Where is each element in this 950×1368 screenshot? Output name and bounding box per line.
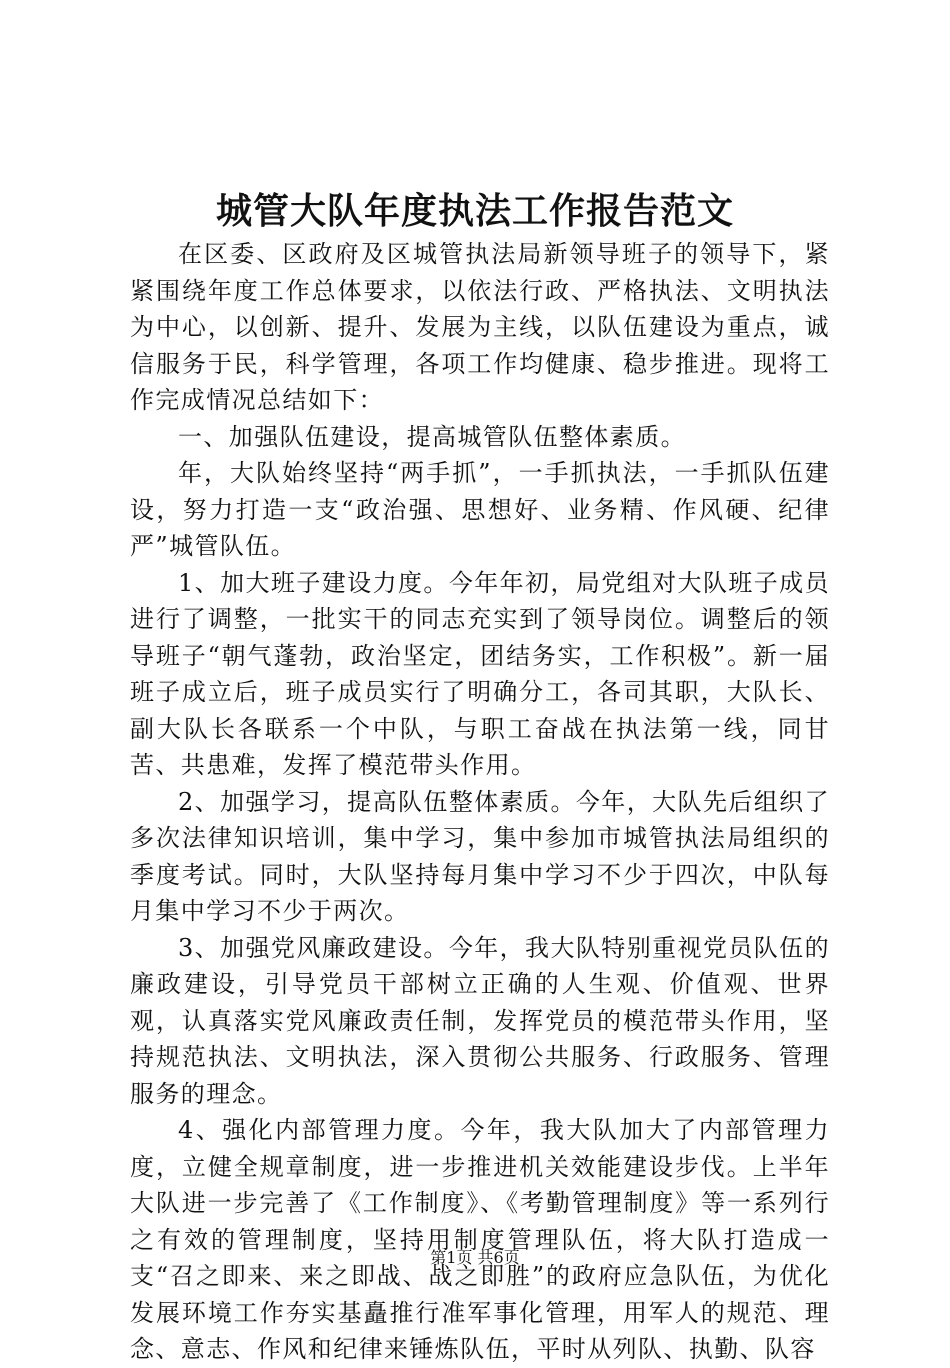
paragraph-intro: 在区委、区政府及区城管执法局新领导班子的领导下，紧紧围绕年度工作总体要求，以依法行政、严格执法、文明执法为中心，以创新、提升、发展为主线，以队伍建设为重点，诚信服务于民，科学管理，各项工作均健康、稳步推进。现将工作完成情况总结如下： (130, 240, 830, 414)
page-footer: 第1页 共6页 (430, 1248, 520, 1267)
paragraph-item-4: 4、强化内部管理力度。今年，我大队加大了内部管理力度，立健全规章制度，进一步推进机关效能建设步伐。上半年大队进一步完善了《工作制度》、《考勤管理制度》等一系列行之有效的管理制度，坚持用制度管理队伍，将大队打造成一支“召之即来、来之即战、战之即胜”的政府应急队伍，为优化发展环境工作夯实基矗推行准军事化管理，用军人的规范、理念、意志、作风和纪律来锤炼队伍，平时从列队、执勤、队容 (130, 1116, 830, 1363)
paragraph-item-2: 2、加强学习，提高队伍整体素质。今年，大队先后组织了多次法律知识培训，集中学习，集中参加市城管执法局组织的季度考试。同时，大队坚持每月集中学习不少于四次，中队每月集中学习不少于两次。 (130, 787, 830, 925)
paragraph-two-hands: 年，大队始终坚持“两手抓”，一手抓执法，一手抓队伍建设，努力打造一支“政治强、思想好、业务精、作风硬、纪律严”城管队伍。 (130, 459, 830, 560)
paragraph-item-3: 3、加强党风廉政建设。今年，我大队特别重视党员队伍的廉政建设，引导党员干部树立正确的人生观、价值观、世界观，认真落实党风廉政责任制，发挥党员的模范带头作用，坚持规范执法、文明执法，深入贯彻公共服务、行政服务、管理服务的理念。 (130, 933, 830, 1108)
paragraph-item-1: 1、加大班子建设力度。今年年初，局党组对大队班子成员进行了调整，一批实干的同志充实到了领导岗位。调整后的领导班子“朝气蓬勃，政治坚定，团结务实，工作积极”。新一届班子成立后，班子成员实行了明确分工，各司其职，大队长、副大队长各联系一个中队，与职工奋战在执法第一线，同甘苦、共患难，发挥了模范带头作用。 (130, 568, 830, 779)
paragraph-heading-1: 一、加强队伍建设，提高城管队伍整体素质。 (178, 422, 686, 451)
document-body (130, 236, 830, 1368)
document-title: 城管大队年度执法工作报告范文 (215, 190, 734, 232)
